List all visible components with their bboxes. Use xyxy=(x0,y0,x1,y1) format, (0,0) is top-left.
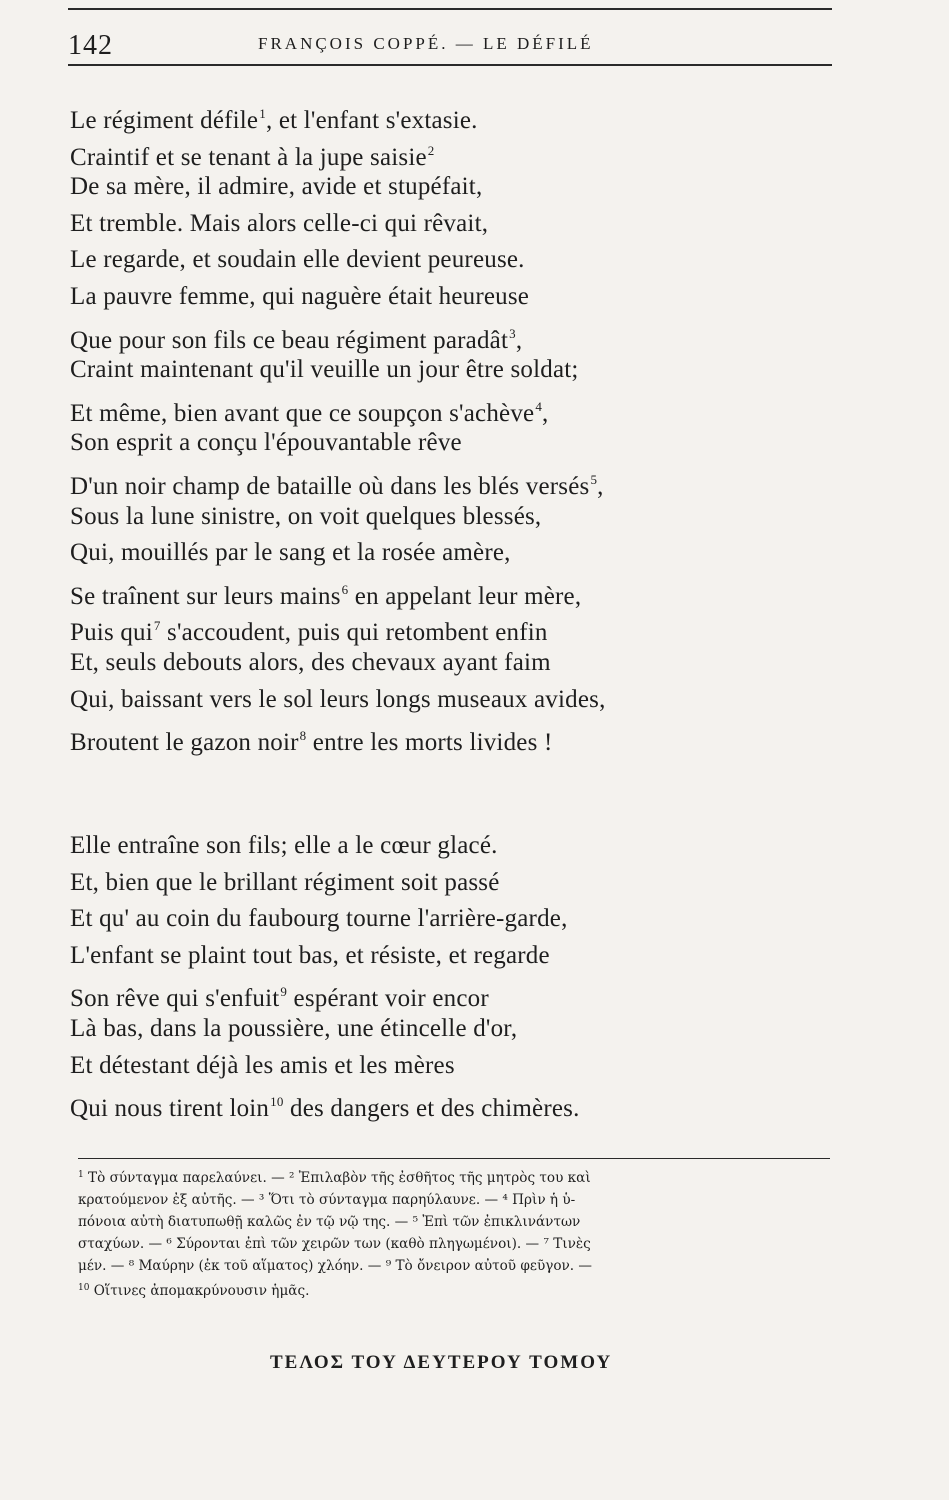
verse-line xyxy=(70,96,830,133)
footnote-text: μέν. — ⁸ Μαύρην (ἐκ τοῦ αἵματος) χλόην. — ⁹ Τὸ ὄνειρον αὐτοῦ φεῦγον. — xyxy=(78,1258,593,1274)
verse-line xyxy=(70,1084,830,1121)
footnote-marker: 2 xyxy=(427,142,435,158)
verse-text: Qui, baissant vers le sol leurs longs museaux avides, xyxy=(70,685,606,713)
verse-text-continued: entre les morts livides ! xyxy=(306,729,553,757)
footnote-rule xyxy=(78,1158,830,1159)
footnote-line xyxy=(78,1211,830,1233)
footnote-line xyxy=(78,1255,830,1277)
footnote-line xyxy=(78,1189,830,1211)
verse-text: Qui nous tirent loin xyxy=(70,1095,270,1123)
verse-line xyxy=(70,352,830,389)
verse-line xyxy=(70,279,830,316)
verse-text: L'enfant se plaint tout bas, et résiste, et regarde xyxy=(70,941,550,969)
verse-line xyxy=(70,608,830,645)
verse-line xyxy=(70,865,830,902)
footnote-number: 1 xyxy=(78,1170,84,1180)
verse-text: Et qu' au coin du faubourg tourne l'arrière-garde, xyxy=(70,905,568,933)
footnotes xyxy=(78,1164,830,1302)
verse-text: Le régiment défile xyxy=(70,107,259,134)
verse-line xyxy=(70,169,830,206)
verse-line xyxy=(70,718,830,755)
verse-text-continued: , xyxy=(542,399,549,427)
verse-text-continued: s'accoudent, puis qui retombent enfin xyxy=(160,619,548,647)
footnote-text: Τὸ σύνταγμα παρελαύνει. — ² Ἐπιλαβὸν τῆς ἐσθῆτος τῆς μητρὸς του καὶ xyxy=(83,1170,591,1186)
verse-text-continued: , et l'enfant s'extasie. xyxy=(265,107,478,134)
footnote-text: κρατούμενον ἐξ αὐτῆς. — ³ Ὅτι τὸ σύνταγμα παρηύλαυνε. — ⁴ Πρὶν ἡ ὑ- xyxy=(78,1192,576,1208)
verse-line xyxy=(70,938,830,975)
verse-line xyxy=(70,901,830,938)
verse-text-continued: des dangers et des chimères. xyxy=(283,1095,580,1123)
footnote-marker: 6 xyxy=(341,581,349,597)
verse-text: Le regarde, et soudain elle devient peureuse. xyxy=(70,246,525,274)
poem-stanza-2 xyxy=(70,828,830,1121)
footnote-marker: 9 xyxy=(280,984,288,1000)
verse-text: Et tremble. Mais alors celle-ci qui rêvait, xyxy=(70,209,489,237)
verse-line xyxy=(70,425,830,462)
verse-line xyxy=(70,389,830,426)
verse-text-continued: espérant voir encor xyxy=(287,985,489,1013)
top-rule xyxy=(68,8,832,10)
footnote-marker: 1 xyxy=(259,106,266,121)
footnote-number: 10 xyxy=(78,1283,90,1293)
footnote-marker: 4 xyxy=(535,398,543,414)
verse-text-continued: en appelant leur mère, xyxy=(348,582,582,610)
verse-line xyxy=(70,535,830,572)
verse-line xyxy=(70,206,830,243)
footnote-line xyxy=(78,1233,830,1255)
verse-text: D'un noir champ de bataille où dans les blés versés xyxy=(70,472,590,500)
footnote-text: Οἵτινες ἀπομακρύνουσιν ἡμᾶς. xyxy=(89,1283,310,1299)
page-header xyxy=(68,30,832,64)
verse-text: Puis qui xyxy=(70,619,153,647)
verse-text: Et détestant déjà les amis et les mères xyxy=(70,1051,455,1079)
footnote-line xyxy=(78,1164,830,1189)
footnote-marker: 10 xyxy=(270,1094,284,1110)
verse-line xyxy=(70,242,830,279)
verse-line xyxy=(70,462,830,499)
footnote-text: σταχύων. — ⁶ Σύρονται ἐπὶ τῶν χειρῶν των (καθὸ πληγωμένοι). — ⁷ Τινὲς xyxy=(78,1236,591,1252)
verse-text: Et, bien que le brillant régiment soit passé xyxy=(70,868,500,896)
verse-text: Craintif et se tenant à la jupe saisie xyxy=(70,143,427,171)
verse-line xyxy=(70,133,830,170)
footnote-text: πόνοια αὐτὴ διατυπωθῇ καλῶς ἐν τῷ νῷ της. — ⁵ Ἐπὶ τῶν ἐπικλινάντων xyxy=(78,1214,581,1230)
verse-line xyxy=(70,682,830,719)
poem-stanza-1 xyxy=(70,96,830,755)
verse-text: De sa mère, il admire, avide et stupéfait, xyxy=(70,173,483,201)
verse-text: Et, seuls debouts alors, des chevaux ayant faim xyxy=(70,648,551,676)
verse-text: Son esprit a conçu l'épouvantable rêve xyxy=(70,429,462,457)
verse-text: Que pour son fils ce beau régiment paradât xyxy=(70,326,509,354)
footnote-marker: 7 xyxy=(153,618,161,634)
verse-line xyxy=(70,974,830,1011)
verse-text: Craint maintenant qu'il veuille un jour être soldat; xyxy=(70,356,579,384)
page-number: 142 xyxy=(68,30,113,61)
verse-text: Elle entraîne son fils; elle a le cœur glacé. xyxy=(70,832,498,859)
verse-line xyxy=(70,1011,830,1048)
footnote-line xyxy=(78,1277,830,1302)
verse-line xyxy=(70,828,830,865)
verse-line xyxy=(70,1048,830,1085)
verse-line xyxy=(70,316,830,353)
verse-line xyxy=(70,572,830,609)
verse-text: Et même, bien avant que ce soupçon s'achève xyxy=(70,399,535,427)
end-of-volume-title: ΤΕΛΟΣ ΤΟΥ ΔΕΥΤΕΡΟΥ ΤΟΜΟΥ xyxy=(270,1352,613,1373)
verse-text: Broutent le gazon noir xyxy=(70,729,299,757)
verse-text: Son rêve qui s'enfuit xyxy=(70,985,280,1013)
footnote-marker: 3 xyxy=(509,325,516,341)
running-title: FRANÇOIS COPPÉ. — LE DÉFILÉ xyxy=(258,34,594,53)
verse-text: Se traînent sur leurs mains xyxy=(70,582,341,610)
verse-text: La pauvre femme, qui naguère était heureuse xyxy=(70,282,530,310)
verse-text: Qui, mouillés par le sang et la rosée amère, xyxy=(70,539,511,567)
verse-text: Là bas, dans la poussière, une étincelle d'or, xyxy=(70,1014,518,1042)
verse-text: Sous la lune sinistre, on voit quelques blessés, xyxy=(70,502,542,530)
verse-line xyxy=(70,499,830,536)
verse-line xyxy=(70,645,830,682)
header-rule xyxy=(68,64,832,66)
verse-text-continued: , xyxy=(597,472,604,500)
verse-text-continued: , xyxy=(515,326,523,354)
footnote-marker: 5 xyxy=(590,471,598,487)
footnote-marker: 8 xyxy=(299,728,307,744)
